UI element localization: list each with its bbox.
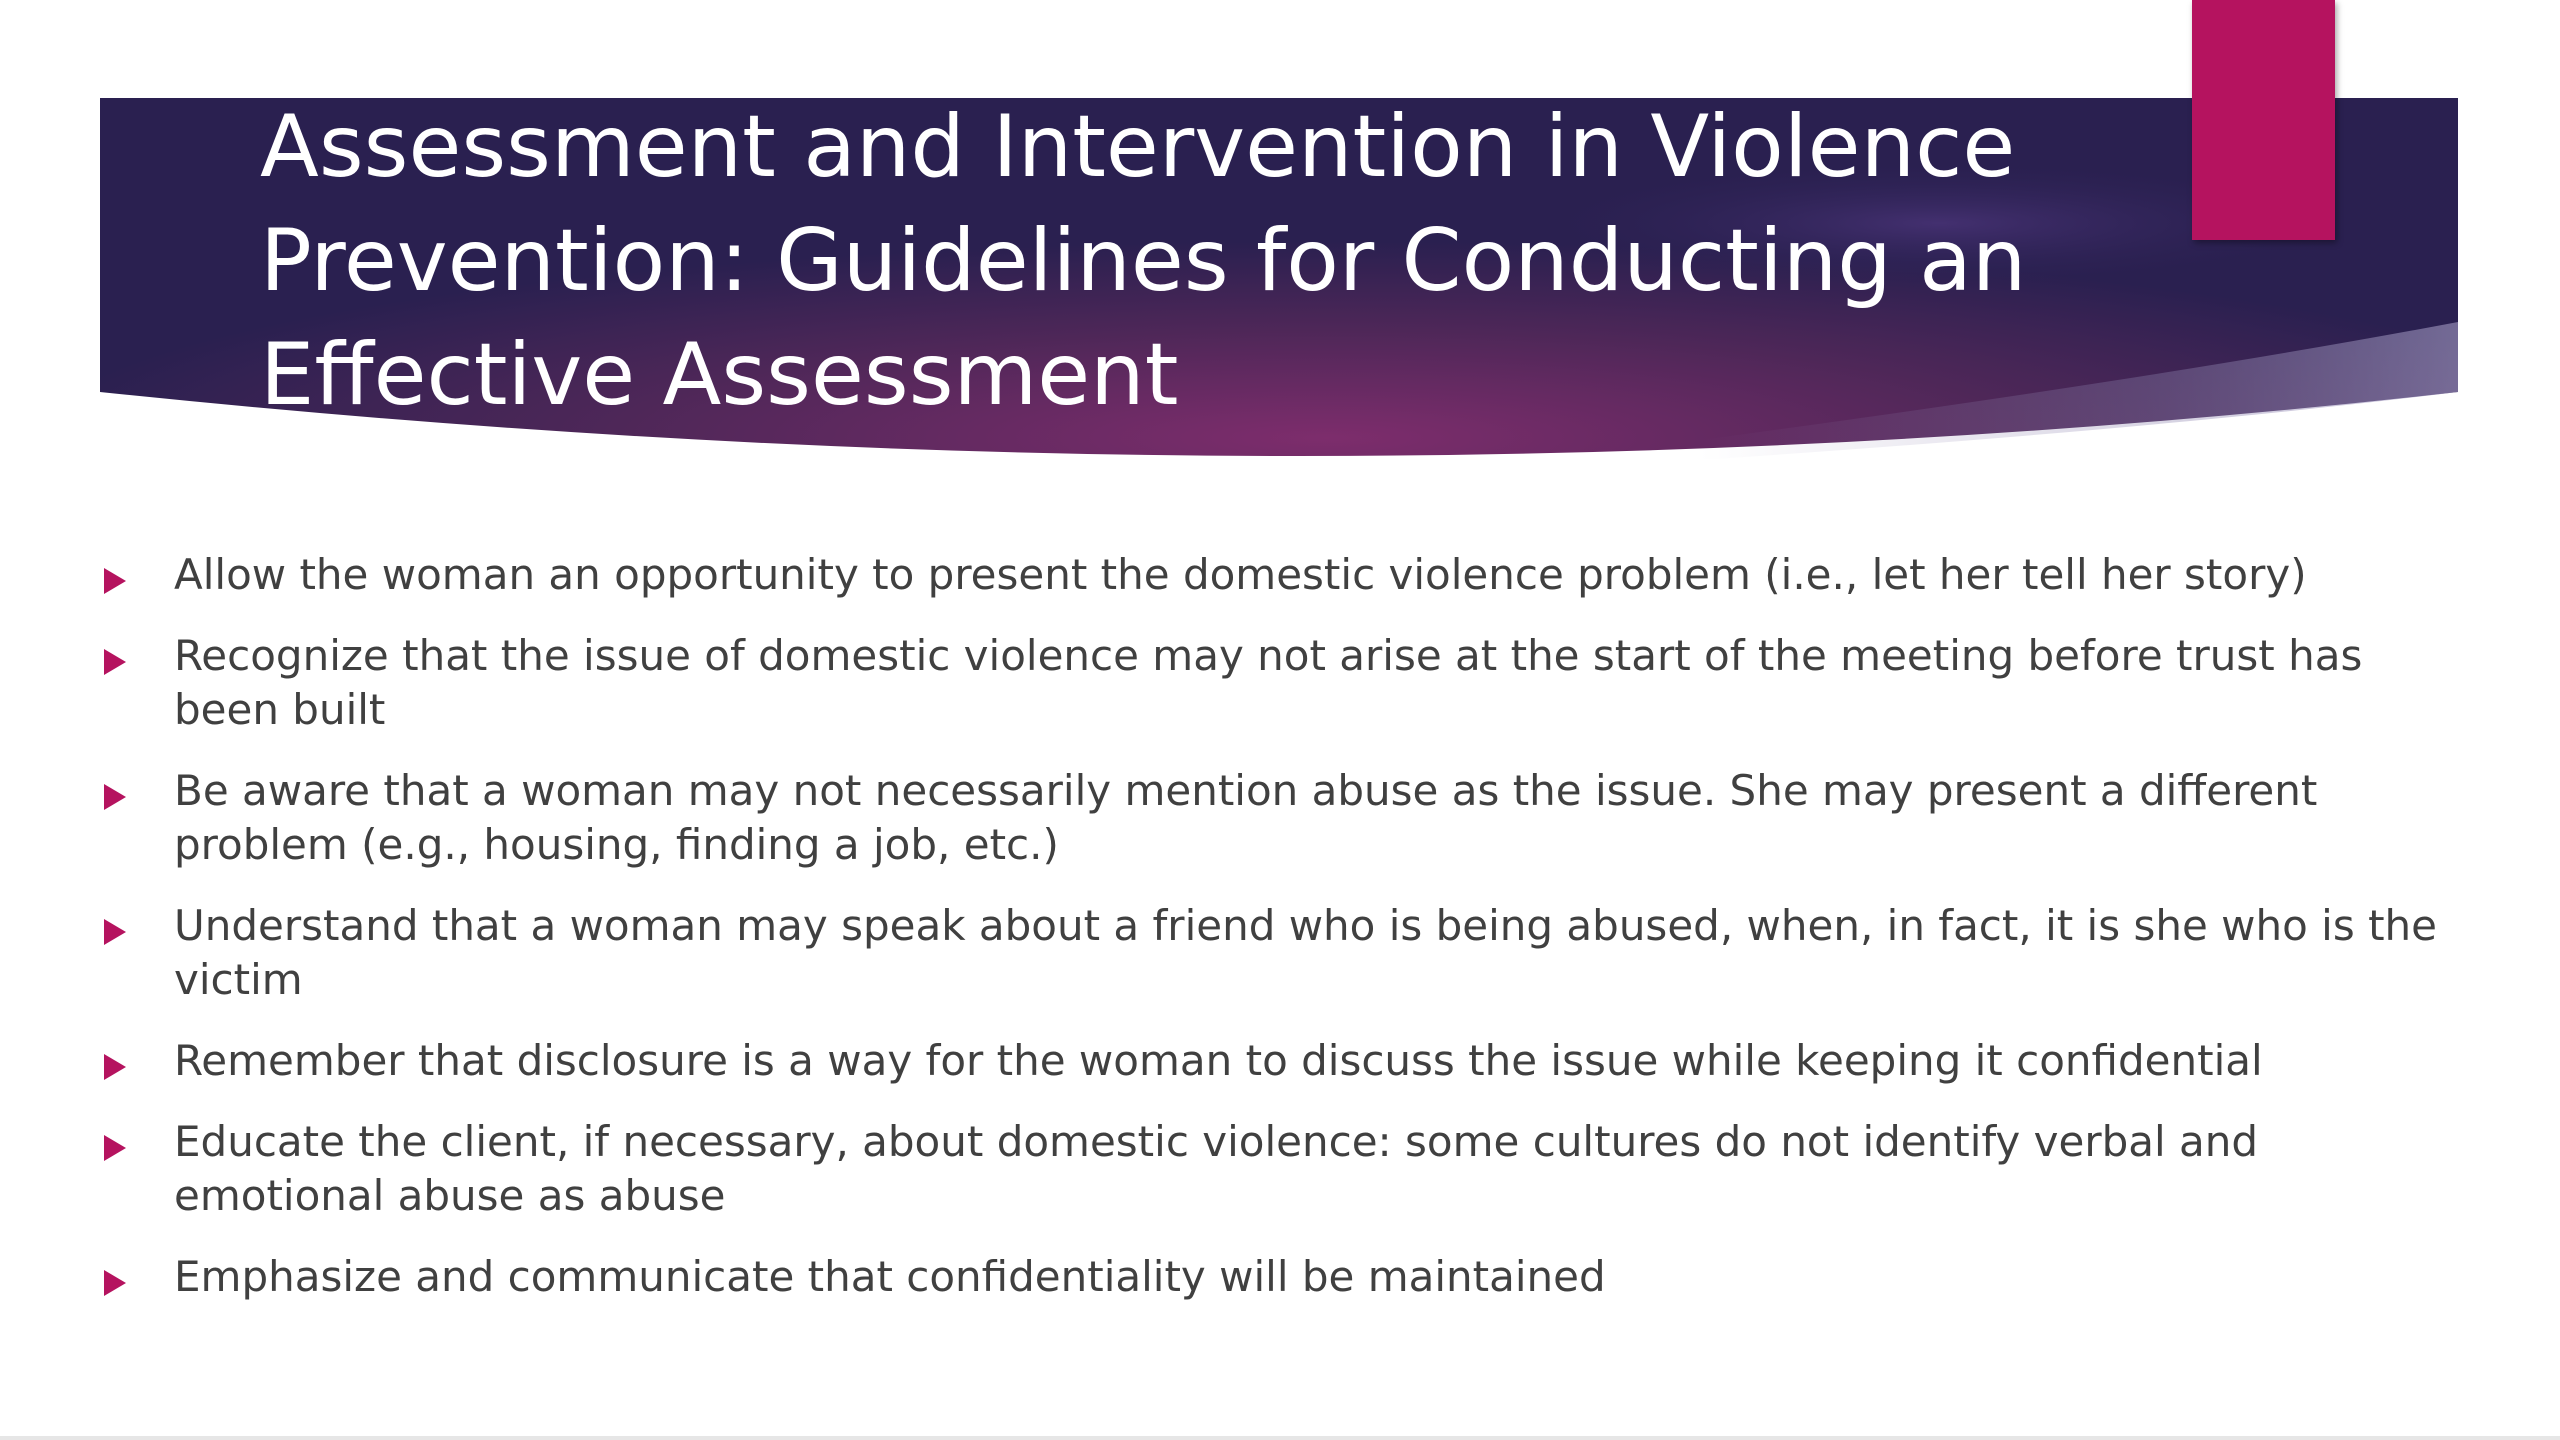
list-item [100, 764, 2440, 872]
list-item [100, 1034, 2440, 1088]
list-item [100, 548, 2440, 602]
triangle-right-icon [104, 649, 126, 675]
bullet-text: Emphasize and communicate that confidentiality will be maintained [174, 1252, 1606, 1301]
bullet-text: Remember that disclosure is a way for the woman to discuss the issue while keeping it confidential [174, 1036, 2263, 1085]
list-item [100, 1250, 2440, 1304]
triangle-right-icon [104, 784, 126, 810]
bullet-text: Recognize that the issue of domestic violence may not arise at the start of the meeting before trust has been built [174, 631, 2363, 734]
bottom-divider [0, 1436, 2560, 1440]
bullet-text: Be aware that a woman may not necessarily mention abuse as the issue. She may present a different problem (e.g., housing, finding a job, etc.) [174, 766, 2318, 869]
list-item [100, 899, 2440, 1007]
list-item [100, 629, 2440, 737]
accent-tab [2192, 0, 2335, 240]
bullet-text: Understand that a woman may speak about a friend who is being abused, when, in fact, it is she who is the victim [174, 901, 2437, 1004]
bullet-text: Allow the woman an opportunity to present the domestic violence problem (i.e., let her tell her story) [174, 550, 2307, 599]
triangle-right-icon [104, 568, 126, 594]
triangle-right-icon [104, 919, 126, 945]
triangle-right-icon [104, 1054, 126, 1080]
triangle-right-icon [104, 1270, 126, 1296]
list-item [100, 1115, 2440, 1223]
bullet-text: Educate the client, if necessary, about domestic violence: some cultures do not identify verbal and emotional abuse as abuse [174, 1117, 2259, 1220]
bullet-list [100, 548, 2440, 1331]
slide-title: Assessment and Intervention in Violence Prevention: Guidelines for Conducting an Effective Assessment [260, 97, 2027, 425]
triangle-right-icon [104, 1135, 126, 1161]
